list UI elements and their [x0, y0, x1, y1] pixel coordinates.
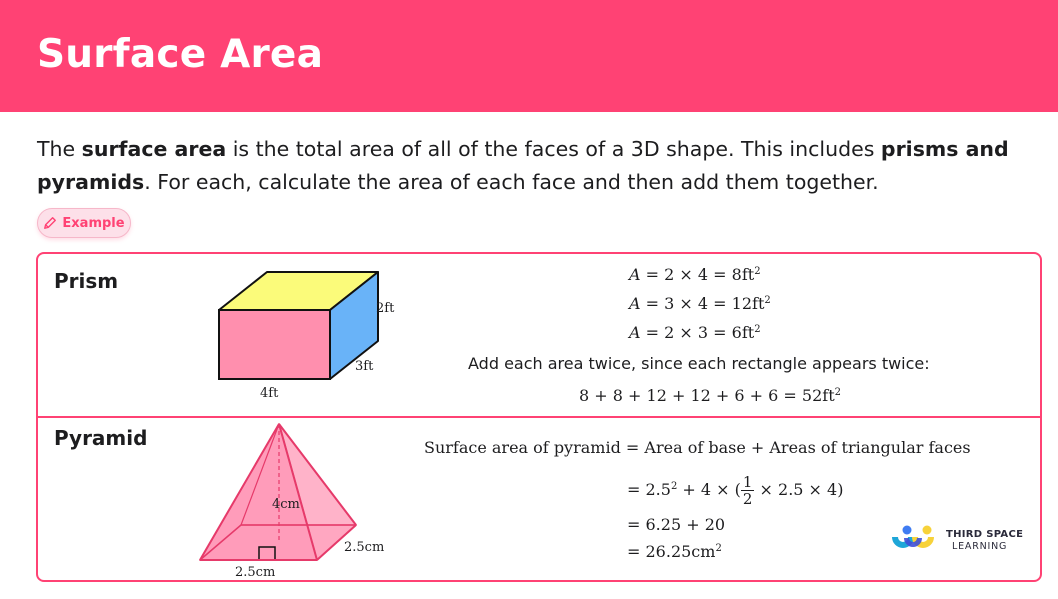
intro-bold-1: surface area — [81, 137, 227, 161]
pyramid-line-3: = 6.25 + 20 — [627, 515, 726, 534]
intro-bold-2: prisms and pyramids — [37, 137, 1009, 194]
prism-total: $8 + 8 + 12 + 12 + 6 + 6 = 52ft^2$ — [579, 386, 841, 405]
pyramid-title: Pyramid — [54, 426, 148, 450]
intro-text-3: . For each, calculate the area of each face and then add them together. — [144, 170, 879, 194]
header-banner — [0, 0, 1058, 112]
example-pill-label: Example — [62, 215, 125, 231]
prism-equation-3: $A = 2 \times 3 = 6ft^2$ — [629, 323, 761, 342]
page-title: Surface Area — [37, 32, 324, 77]
prism-note: Add each area twice, since each rectangle appears twice: — [468, 354, 930, 373]
pyramid-base-label: 2.5cm — [235, 565, 276, 580]
pyramid-side-label: 2.5cm — [344, 540, 385, 555]
logo-text-line-2: LEARNING — [952, 541, 1008, 552]
prism-equation-2: $A = 3 \times 4 = 12ft^2$ — [629, 294, 771, 313]
pencil-icon — [43, 216, 57, 230]
pyramid-line-1: Surface area of pyramid = Area of base + Areas of triangular faces — [424, 438, 971, 457]
pyramid-line-2: = $2.5^2 + 4$ × ( $\frac{1}{2}$ × 2.5 × 4) — [627, 473, 844, 508]
prism-title: Prism — [54, 269, 119, 293]
prism-depth-label: 3ft — [355, 359, 374, 374]
third-space-learning-logo — [890, 522, 1024, 556]
logo-text-line-1: THIRD SPACE — [946, 529, 1024, 540]
intro-text-2: is the total area of all of the faces of a 3D shape. This includes — [226, 137, 881, 161]
prism-front-face — [219, 310, 330, 379]
pyramid-line-4: = $26.25cm^2$ — [627, 542, 722, 561]
prism-equation-1: $A = 2 \times 4 = 8ft^2$ — [629, 265, 761, 284]
logo-mark-icon — [890, 524, 944, 556]
example-pill — [37, 208, 131, 238]
pyramid-height-label: 4cm — [272, 497, 300, 512]
pyramid-diagram — [195, 420, 365, 565]
intro-paragraph — [37, 133, 1027, 199]
intro-text-1: The — [37, 137, 82, 161]
panel-divider — [36, 416, 1042, 418]
prism-height-label: 2ft — [376, 301, 395, 316]
prism-width-label: 4ft — [260, 386, 279, 401]
